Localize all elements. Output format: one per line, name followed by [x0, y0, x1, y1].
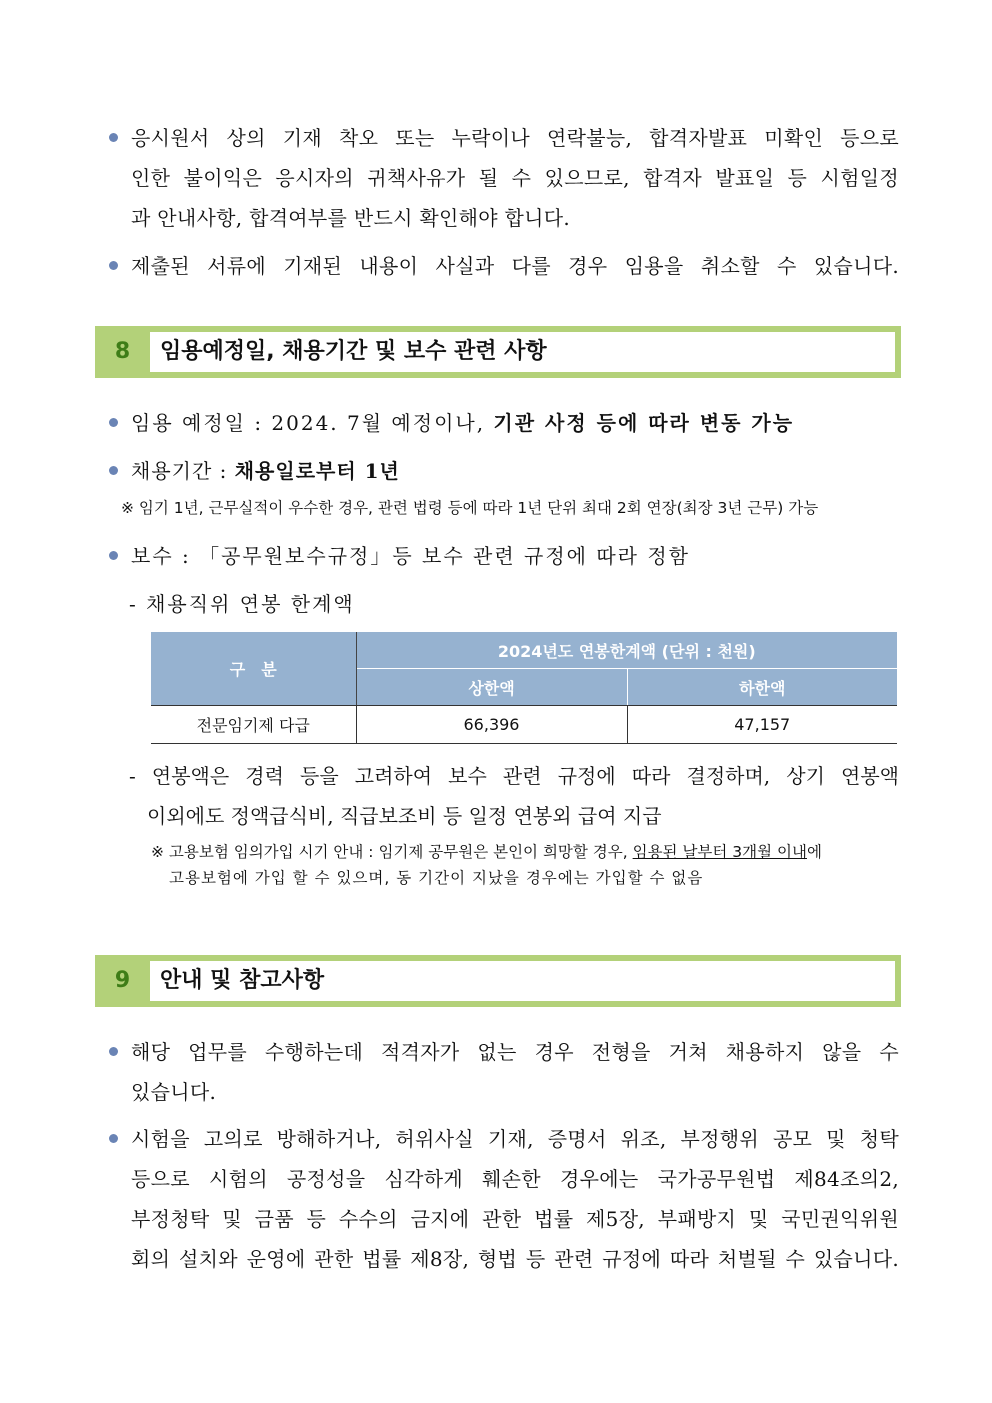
- pay-sub-text: - 채용직위 연봉 한계액: [129, 592, 355, 616]
- pay-sub: [129, 584, 899, 624]
- bullet-false-documents: [109, 246, 899, 286]
- cell-lower: 47,157: [627, 706, 897, 744]
- bullet-dot-icon: [109, 133, 118, 142]
- bullet-dot-icon: [109, 466, 118, 475]
- text-line: 제출된 서류에 기재된 내용이 사실과 다를 경우 임용을 취소할 수 있습니다.: [131, 254, 899, 278]
- section-number: 8: [114, 339, 131, 364]
- period-note: ※ 임기 1년, 근무실적이 우수한 경우, 관련 법령 등에 따라 1년 단위 최대 2회 연장(최장 3년 근무) 가능: [121, 499, 819, 517]
- bullet-dot-icon: [109, 418, 118, 427]
- start-date-label: 임용 예정일 : 2024. 7월 예정이나,: [131, 411, 494, 435]
- text-line: 해당 업무를 수행하는데 적격자가 없는 경우 전형을 거쳐 채용하지 않을 수: [131, 1040, 899, 1064]
- text-line: 부정청탁 및 금품 등 수수의 금지에 관한 법률 제5장, 부패방지 및 국민권익위원: [131, 1207, 899, 1231]
- col-header-group: 2024년도 연봉한계액 (단위 : 천원): [356, 632, 897, 669]
- section-number: 9: [114, 968, 131, 993]
- bullet-period: [109, 451, 899, 491]
- insurance-note-text: 에: [806, 843, 822, 861]
- cell-upper: 66,396: [356, 706, 627, 744]
- bullet-application-error: [109, 118, 899, 238]
- text-line: 회의 설치와 운영에 관한 법률 제8장, 형법 등 관련 규정에 따라 처벌될 수 있습니다.: [131, 1247, 899, 1271]
- table-row: [151, 706, 897, 744]
- insurance-note-line2: 고용보험에 가입 할 수 있으며, 동 기간이 지났을 경우에는 가입할 수 없음: [169, 869, 704, 887]
- text-line: 있습니다.: [131, 1080, 217, 1104]
- section-title: 임용예정일, 채용기간 및 보수 관련 사항: [160, 339, 547, 364]
- text-line: - 연봉액은 경력 등을 고려하여 보수 관련 규정에 따라 결정하며, 상기 연봉액: [129, 764, 899, 788]
- bullet-start-date: [109, 403, 899, 443]
- insurance-note-underline: 임용된 날부터 3개월 이내: [632, 843, 807, 861]
- bullet-dot-icon: [109, 1134, 118, 1143]
- section-9-header: [95, 955, 901, 1007]
- insurance-note-text: ※ 고용보험 임의가입 시기 안내 : 임기제 공무원은 본인이 희망할 경우,: [151, 843, 633, 861]
- bullet-no-candidate: [109, 1032, 899, 1112]
- bullet-dot-icon: [109, 1047, 118, 1056]
- salary-table: [151, 632, 897, 744]
- text-line: 등으로 시험의 공정성을 심각하게 훼손한 경우에는 국가공무원법 제84조의2,: [131, 1167, 899, 1191]
- bullet-pay: [109, 536, 899, 576]
- bullet-dot-icon: [109, 551, 118, 560]
- cell-position: 전문임기제 다급: [151, 706, 356, 744]
- text-line: 과 안내사항, 합격여부를 반드시 확인해야 합니다.: [131, 206, 571, 230]
- start-date-emphasis: 기관 사정 등에 따라 변동 가능: [493, 411, 795, 435]
- text-line: 응시원서 상의 기재 착오 또는 누락이나 연락불능, 합격자발표 미확인 등으로: [131, 126, 899, 150]
- text-line: 시험을 고의로 방해하거나, 허위사실 기재, 증명서 위조, 부정행위 공모 및 청탁: [131, 1127, 899, 1151]
- period-label: 채용기간 :: [131, 459, 235, 483]
- bullet-penalty: [109, 1119, 899, 1279]
- text-line: 이외에도 정액급식비, 직급보조비 등 일정 연봉외 급여 지급: [147, 804, 662, 828]
- pay-detail: [129, 756, 899, 836]
- insurance-note: [151, 839, 897, 891]
- col-header-lower: 하한액: [627, 669, 897, 706]
- period-emphasis: 채용일로부터 1년: [234, 459, 400, 483]
- col-header-category: 구 분: [151, 632, 356, 706]
- section-title: 안내 및 참고사항: [160, 968, 325, 993]
- pay-text: 보수 : 「공무원보수규정」등 보수 관련 규정에 따라 정함: [131, 544, 690, 568]
- section-8-header: [95, 326, 901, 378]
- col-header-upper: 상한액: [356, 669, 627, 706]
- bullet-dot-icon: [109, 261, 118, 270]
- text-line: 인한 불이익은 응시자의 귀책사유가 될 수 있으므로, 합격자 발표일 등 시험일정: [131, 166, 899, 190]
